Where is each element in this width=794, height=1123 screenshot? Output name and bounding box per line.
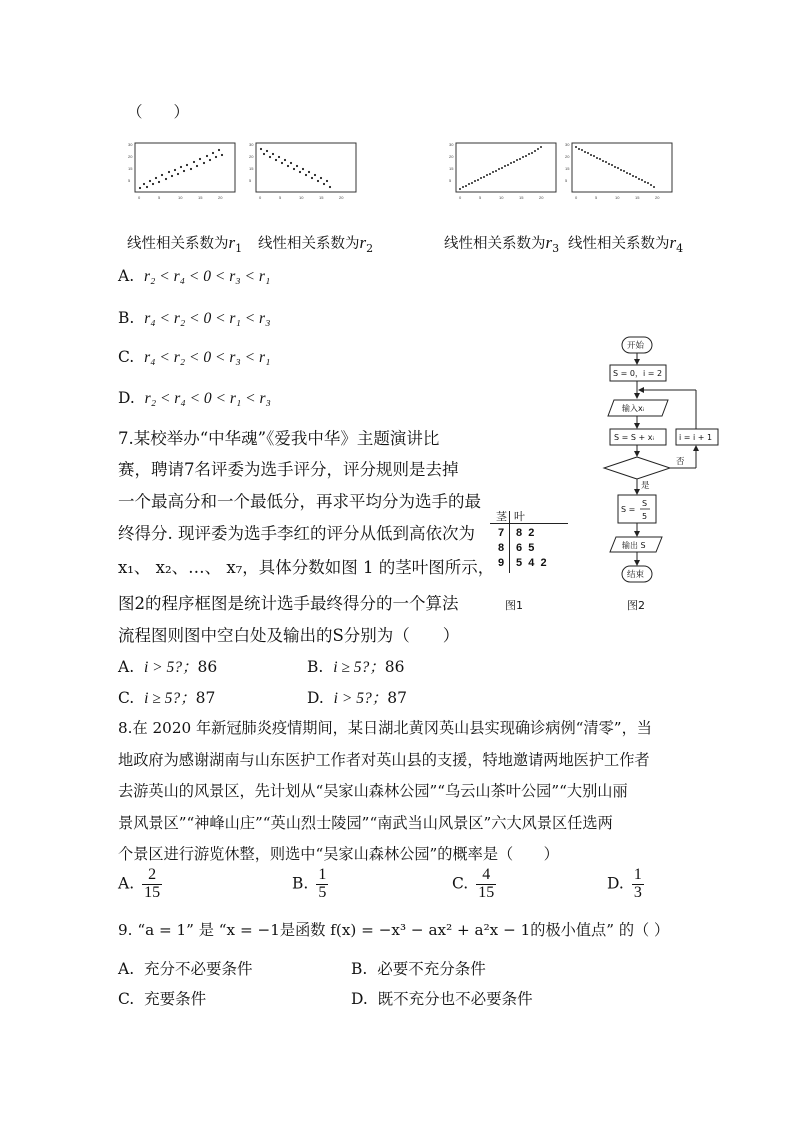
leaves-row-8: 6 5 <box>516 542 535 554</box>
svg-text:20: 20 <box>539 195 544 200</box>
svg-text:20: 20 <box>655 195 660 200</box>
svg-text:15: 15 <box>449 166 454 171</box>
q7-line-1: 7.某校举办“中华魂”《爱我中华》主题演讲比 <box>118 429 440 448</box>
fc-no-label: 否 <box>676 457 685 467</box>
q8-line-2: 地政府为感谢湖南与山东医护工作者对英山县的支援，特地邀请两地医护工作者 <box>118 751 650 769</box>
option-label: A. <box>118 267 135 285</box>
option-expr: r₄ < r₂ < 0 < r₁ < r₃ <box>144 310 271 327</box>
svg-text:15: 15 <box>319 195 324 200</box>
q6-option-a[interactable] <box>118 267 270 286</box>
svg-text:5: 5 <box>128 178 131 183</box>
svg-text:0: 0 <box>575 195 578 200</box>
stem-header: 茎 <box>496 510 507 523</box>
fc-decision <box>604 457 670 479</box>
svg-text:20: 20 <box>218 195 223 200</box>
fig1-caption: 图1 <box>505 599 523 612</box>
option-val: 86 <box>197 658 218 676</box>
scatter-plot-3 <box>447 140 559 204</box>
stem-row-7: 7 <box>498 527 505 539</box>
option-label: A. <box>118 658 135 676</box>
q8-line-4: 景风景区”“神峰山庄”“英山烈士陵园”“南武当山风景区”六大风景区任选两 <box>118 814 613 832</box>
q6-option-b[interactable] <box>118 309 270 328</box>
plot2-points <box>260 148 331 188</box>
option-label: D. <box>307 689 324 707</box>
option-expr: r₂ < r₄ < 0 < r₃ < r₁ <box>143 268 271 285</box>
svg-text:30: 30 <box>565 142 570 147</box>
flowchart <box>590 332 730 592</box>
plot-caption-2: 线性相关系数为$r_2$ <box>258 233 374 255</box>
stem-row-9: 9 <box>498 557 505 569</box>
option-cond: i > 5?； <box>333 690 388 707</box>
fraction: $\frac{1}{3}$ <box>633 866 642 901</box>
option-label: B. <box>307 658 324 676</box>
fc-init-text: S = 0，i = 2 <box>613 369 663 378</box>
option-val: 87 <box>387 689 407 707</box>
option-label: B. <box>351 960 368 978</box>
option-label: D. <box>351 990 368 1008</box>
q7-option-d[interactable] <box>307 686 407 708</box>
svg-text:15: 15 <box>565 166 570 171</box>
option-cond: i ≥ 5?； <box>144 690 196 707</box>
option-text: 既不充分也不必要条件 <box>377 990 533 1008</box>
svg-text:10: 10 <box>299 195 304 200</box>
svg-text:30: 30 <box>449 142 454 147</box>
option-label: D. <box>607 874 624 893</box>
q9-option-a[interactable] <box>118 957 253 979</box>
svg-text:30: 30 <box>128 142 133 147</box>
option-label: D. <box>118 389 135 407</box>
stem-row-8: 8 <box>498 542 505 554</box>
option-cond: i > 5?； <box>143 659 198 676</box>
svg-text:5: 5 <box>565 178 568 183</box>
q8-option-b[interactable] <box>292 867 328 902</box>
q8-option-c[interactable] <box>452 867 496 902</box>
option-label: C. <box>118 990 135 1008</box>
svg-text:20: 20 <box>128 154 133 159</box>
fc-sum-text: S = S + xᵢ <box>614 433 654 442</box>
plot1-points <box>139 149 223 189</box>
q6-option-c[interactable] <box>118 348 270 367</box>
svg-text:15: 15 <box>249 166 254 171</box>
q9-option-c[interactable] <box>118 987 206 1009</box>
svg-text:20: 20 <box>339 195 344 200</box>
svg-text:5: 5 <box>249 178 252 183</box>
scatter-plot-1 <box>126 140 238 204</box>
option-val: 87 <box>195 689 216 707</box>
fc-calc-left: S = <box>621 505 636 514</box>
leaf-header: 叶 <box>514 510 525 523</box>
plot-caption-1: 线性相关系数为$r_1$ <box>127 233 243 255</box>
svg-text:5: 5 <box>449 178 452 183</box>
q7-option-b[interactable] <box>307 655 405 677</box>
svg-text:10: 10 <box>615 195 620 200</box>
plot4-points <box>575 146 655 188</box>
svg-text:15: 15 <box>128 166 133 171</box>
svg-text:0: 0 <box>259 195 262 200</box>
stem-leaf-plot <box>490 508 570 578</box>
svg-text:20: 20 <box>249 154 254 159</box>
q8-line-1: 8.在 2020 年新冠肺炎疫情期间，某日湖北黄冈英山县实现确诊病例“清零”，当 <box>118 719 652 737</box>
fc-calc-num: S <box>642 499 648 508</box>
q7-line-6: 图2的程序框图是统计选手最终得分的一个算法 <box>118 594 459 613</box>
fc-end-text: 结束 <box>627 570 645 580</box>
scatter-plot-4 <box>563 140 675 204</box>
option-label: C. <box>118 348 135 366</box>
svg-text:10: 10 <box>178 195 183 200</box>
option-expr: r₂ < r₄ < 0 < r₁ < r₃ <box>144 390 271 407</box>
fc-start-text: 开始 <box>627 341 645 351</box>
q9-option-d[interactable] <box>351 987 533 1009</box>
leaves-row-9: 5 4 2 <box>516 557 547 569</box>
svg-text:20: 20 <box>565 154 570 159</box>
fig2-caption: 图2 <box>627 599 645 612</box>
q8-line-3: 去游英山的风景区，先计划从“吴家山森林公园”“乌云山茶叶公园”“大别山丽 <box>118 782 628 800</box>
fc-output-text: 输出 S <box>622 541 646 550</box>
option-text: 必要不充分条件 <box>377 960 486 978</box>
plot3-points <box>459 146 542 190</box>
svg-text:30: 30 <box>249 142 254 147</box>
q7-line-2: 赛，聘请7名评委为选手评分，评分规则是去掉 <box>118 460 459 479</box>
fc-input-text: 输入xᵢ <box>622 404 645 413</box>
q7-option-a[interactable] <box>118 655 217 677</box>
q7-line-5: x₁、 x₂、…、 x₇，具体分数如图 1 的茎叶图所示， <box>118 558 495 577</box>
fraction: $\frac{2}{15}$ <box>144 866 161 901</box>
plot-caption-3: 线性相关系数为$r_3$ <box>444 233 560 255</box>
q8-line-5: 个景区进行游览休整，则选中“吴家山森林公园”的概率是（ ） <box>118 845 559 863</box>
svg-text:15: 15 <box>635 195 640 200</box>
option-label: C. <box>118 689 135 707</box>
svg-text:0: 0 <box>459 195 462 200</box>
fc-calc-den: 5 <box>642 512 648 521</box>
q6-option-d[interactable] <box>118 389 271 408</box>
fc-yes-label: 是 <box>641 481 650 491</box>
answer-paren: （ ） <box>127 103 190 121</box>
svg-text:5: 5 <box>158 195 161 200</box>
option-text: 充要条件 <box>144 990 207 1008</box>
fraction: $\frac{1}{5}$ <box>318 866 327 901</box>
svg-text:5: 5 <box>279 195 282 200</box>
svg-text:10: 10 <box>499 195 504 200</box>
option-cond: i ≥ 5?； <box>333 659 385 676</box>
q7-line-3: 一个最高分和一个最低分，再求平均分为选手的最 <box>118 492 481 511</box>
scatter-plot-2 <box>247 140 359 204</box>
q8-option-a[interactable] <box>118 867 162 902</box>
fraction: $\frac{4}{15}$ <box>478 866 495 901</box>
option-label: C. <box>452 874 469 893</box>
svg-text:0: 0 <box>138 195 141 200</box>
svg-text:5: 5 <box>595 195 598 200</box>
q9-option-b[interactable] <box>351 957 486 979</box>
fc-incr-text: i = i + 1 <box>679 433 713 442</box>
option-label: A. <box>118 960 135 978</box>
q7-option-c[interactable] <box>118 686 215 708</box>
q7-line-4: 终得分. 现评委为选手李红的评分从低到高依次为 <box>118 524 475 543</box>
option-text: 充分不必要条件 <box>143 960 253 978</box>
q7-line-7: 流程图则图中空白处及输出的S分别为（ ） <box>118 626 460 645</box>
option-label: A. <box>118 874 135 893</box>
option-label: B. <box>292 874 309 893</box>
plot-caption-4: 线性相关系数为$r_4$ <box>568 233 684 255</box>
q9-stem: 9. “a = 1” 是 “x = −1是函数 f(x) = −x³ − ax² + a²x − 1的极小值点” 的（ ） <box>118 921 670 939</box>
option-val: 86 <box>384 658 405 676</box>
svg-text:15: 15 <box>519 195 524 200</box>
svg-text:15: 15 <box>198 195 203 200</box>
option-expr: r₄ < r₂ < 0 < r₃ < r₁ <box>144 349 271 366</box>
q8-option-d[interactable] <box>607 867 644 902</box>
option-label: B. <box>118 309 135 327</box>
leaves-row-7: 8 2 <box>516 527 535 539</box>
svg-text:5: 5 <box>479 195 482 200</box>
svg-text:20: 20 <box>449 154 454 159</box>
